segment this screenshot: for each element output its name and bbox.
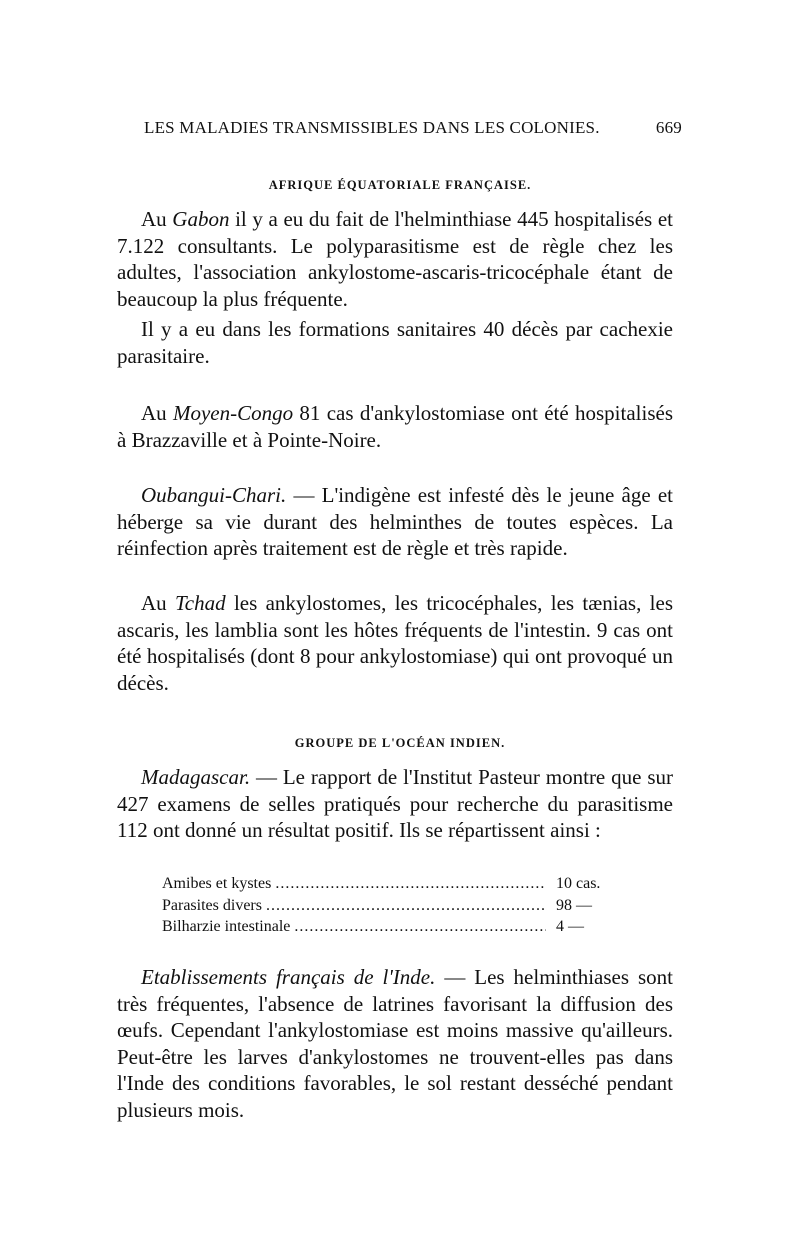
- page-number: 669: [655, 118, 682, 137]
- row-value: 4 —: [556, 918, 584, 935]
- table-row: [162, 895, 618, 917]
- row-label: Amibes et kystes: [162, 875, 272, 892]
- row-label: Bilharzie intestinale: [162, 918, 291, 935]
- paragraph-oubangui-chari: Oubangui-Chari. — L'indigène est infesté dès le jeune âge et héberge sa vie durant des helminthes de toutes espèces. La réinfection après traitement est de règle et très rapide.: [117, 483, 673, 560]
- running-header: [144, 118, 682, 138]
- paragraph-moyen-congo: Au Moyen-Congo 81 cas d'ankylostomiase ont été hospitalisés à Brazzaville et à Pointe-Noire.: [117, 401, 673, 452]
- paragraph-madagascar: Madagascar. — Le rapport de l'Institut Pasteur montre que sur 427 examens de selles pratiqués pour recherche du parasitisme 112 ont donné un résultat positif. Ils se répartissent ainsi :: [117, 765, 673, 842]
- place-name: Gabon: [172, 207, 230, 231]
- section-title-afrique: AFRIQUE ÉQUATORIALE FRANÇAISE.: [268, 178, 532, 192]
- row-value: 10 cas.: [556, 875, 601, 892]
- running-title: LES MALADIES TRANSMISSIBLES DANS LES COLONIES.: [144, 118, 600, 137]
- dot-leader: [266, 895, 546, 917]
- parasite-table: [162, 873, 618, 938]
- paragraph-deces: Il y a eu dans les formations sanitaires 40 décès par cachexie parasitaire.: [117, 317, 673, 368]
- place-name: Tchad: [175, 591, 226, 615]
- section-title-ocean-indien: GROUPE DE L'OCÉAN INDIEN.: [294, 736, 506, 750]
- table-row: [162, 916, 618, 938]
- place-name: Oubangui-Chari.: [141, 483, 287, 507]
- place-name: Etablissements français de l'Inde.: [141, 965, 436, 989]
- dot-leader: [275, 873, 546, 895]
- dot-leader: [294, 916, 546, 938]
- row-label: Parasites divers: [162, 896, 262, 914]
- paragraph-gabon: Au Gabon il y a eu du fait de l'helminthiase 445 hospitalisés et 7.122 consultants. Le polyparasitisme est de règle chez les adultes, l'association ankylostome-ascaris-tricocéphale étant de beaucoup la plus fréquente.: [117, 207, 673, 311]
- paragraph-tchad: Au Tchad les ankylostomes, les tricocéphales, les tænias, les ascaris, les lamblia sont les hôtes fréquents de l'intestin. 9 cas ont été hospitalisés (dont 8 pour ankylostomiase) qui ont provoqué un décès.: [117, 591, 673, 695]
- paragraph-inde: Etablissements français de l'Inde. — Les helminthiases sont très fréquentes, l'absence de latrines favorisant la diffusion des œufs. Cependant l'ankylostomiase est moins massive qu'ailleurs. Peut-être les larves d'ankylostomes ne trouvent-elles pas dans l'Inde des conditions favorables, le sol restant desséché pendant plusieurs mois.: [117, 965, 673, 1122]
- table-row: [162, 873, 618, 895]
- place-name: Madagascar.: [141, 765, 251, 789]
- place-name: Moyen-Congo: [172, 401, 294, 425]
- row-value: 98 —: [556, 896, 592, 914]
